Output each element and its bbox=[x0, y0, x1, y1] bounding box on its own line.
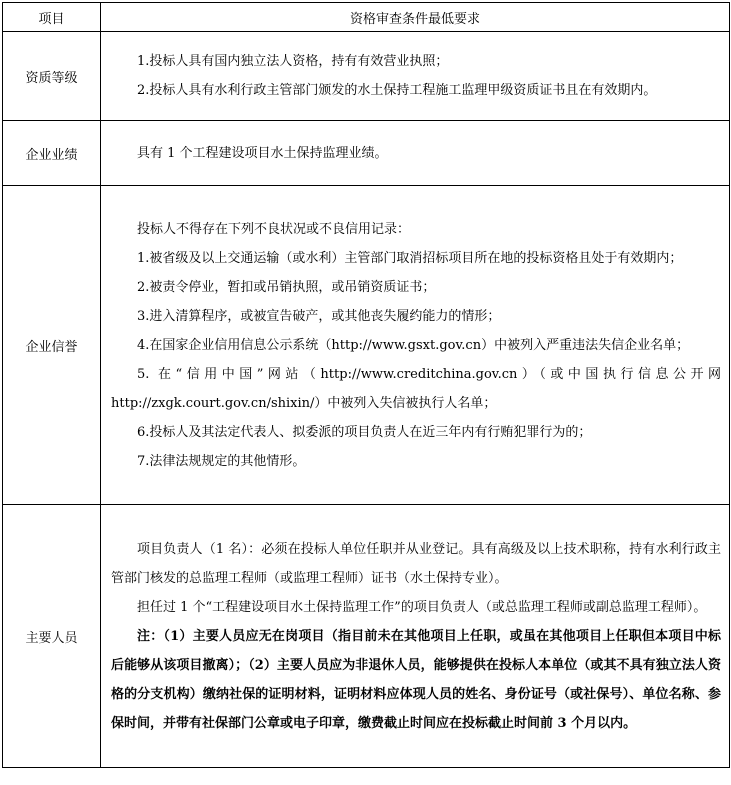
row-content bbox=[101, 186, 730, 505]
table-row-key-personnel bbox=[3, 505, 730, 768]
content-paragraph: 2.投标人具有水利行政主管部门颁发的水土保持工程施工监理甲级资质证书且在有效期内。 bbox=[137, 83, 657, 98]
content-paragraph: 项目负责人（1 名）：必须在投标人单位任职并从业登记。具有高级及以上技术职称，持有水利行政主管部门核发的总监理工程师（或监理工程师）证书（水土保持专业）。 bbox=[111, 541, 721, 586]
table-row-credit bbox=[3, 186, 730, 505]
row-label: 资质等级 bbox=[3, 32, 101, 121]
content-paragraph: 5. 在“信用中国”网站（http://www.creditchina.gov.cn）（或中国执行信息公开网 http://zxgk.court.gov.cn/shixin/）中被列入失信被执行人名单； bbox=[111, 366, 721, 411]
row-label: 企业信誉 bbox=[3, 186, 101, 505]
row-content bbox=[101, 121, 730, 186]
header-item: 项目 bbox=[3, 3, 101, 32]
content-paragraph: 2.被责令停业，暂扣或吊销执照，或吊销资质证书； bbox=[137, 279, 436, 295]
content-paragraph: 3.进入清算程序，或被宣告破产，或其他丧失履约能力的情形； bbox=[137, 308, 501, 324]
note-paragraph: 注：（1）主要人员应无在岗项目（指目前未在其他项目上任职，或虽在其他项目上任职但本项目中标后能够从该项目撤离）；（2）主要人员应为非退休人员，能够提供在投标人本单位（或其不具有独立法人资格的分支机构）缴纳社保的证明材料，证明材料应体现人员的姓名、身份证号（或社保号）、单位名称、参保时间，并带有社保部门公章或电子印章，缴费截止时间应在投标截止时间前 3 个月以内。 bbox=[111, 628, 721, 731]
row-label: 主要人员 bbox=[3, 505, 101, 768]
content-paragraph: 1.投标人具有国内独立法人资格，持有有效营业执照； bbox=[137, 54, 449, 69]
content-paragraph: 具有 1 个工程建设项目水土保持监理业绩。 bbox=[137, 145, 388, 161]
content-paragraph: 投标人不得存在下列不良状况或不良信用记录： bbox=[137, 221, 411, 237]
row-content bbox=[101, 32, 730, 121]
row-content bbox=[101, 505, 730, 768]
content-paragraph: 6.投标人及其法定代表人、拟委派的项目负责人在近三年内有行贿犯罪行为的； bbox=[137, 424, 592, 440]
row-label: 企业业绩 bbox=[3, 121, 101, 186]
header-requirements: 资格审查条件最低要求 bbox=[101, 3, 730, 32]
content-paragraph: 4.在国家企业信用信息公示系统（http://www.gsxt.gov.cn）中被列入严重违法失信企业名单； bbox=[137, 337, 690, 353]
content-paragraph: 1.被省级及以上交通运输（或水利）主管部门取消招标项目所在地的投标资格且处于有效期内； bbox=[137, 250, 683, 266]
table-header-row bbox=[3, 3, 730, 32]
qualification-table bbox=[2, 2, 730, 768]
table-row-performance bbox=[3, 121, 730, 186]
table-row-qualification-level bbox=[3, 32, 730, 121]
content-paragraph: 7.法律法规规定的其他情形。 bbox=[137, 453, 306, 469]
content-paragraph: 担任过 1 个“工程建设项目水土保持监理工作”的项目负责人（或总监理工程师或副总监理工程师）。 bbox=[137, 599, 707, 615]
